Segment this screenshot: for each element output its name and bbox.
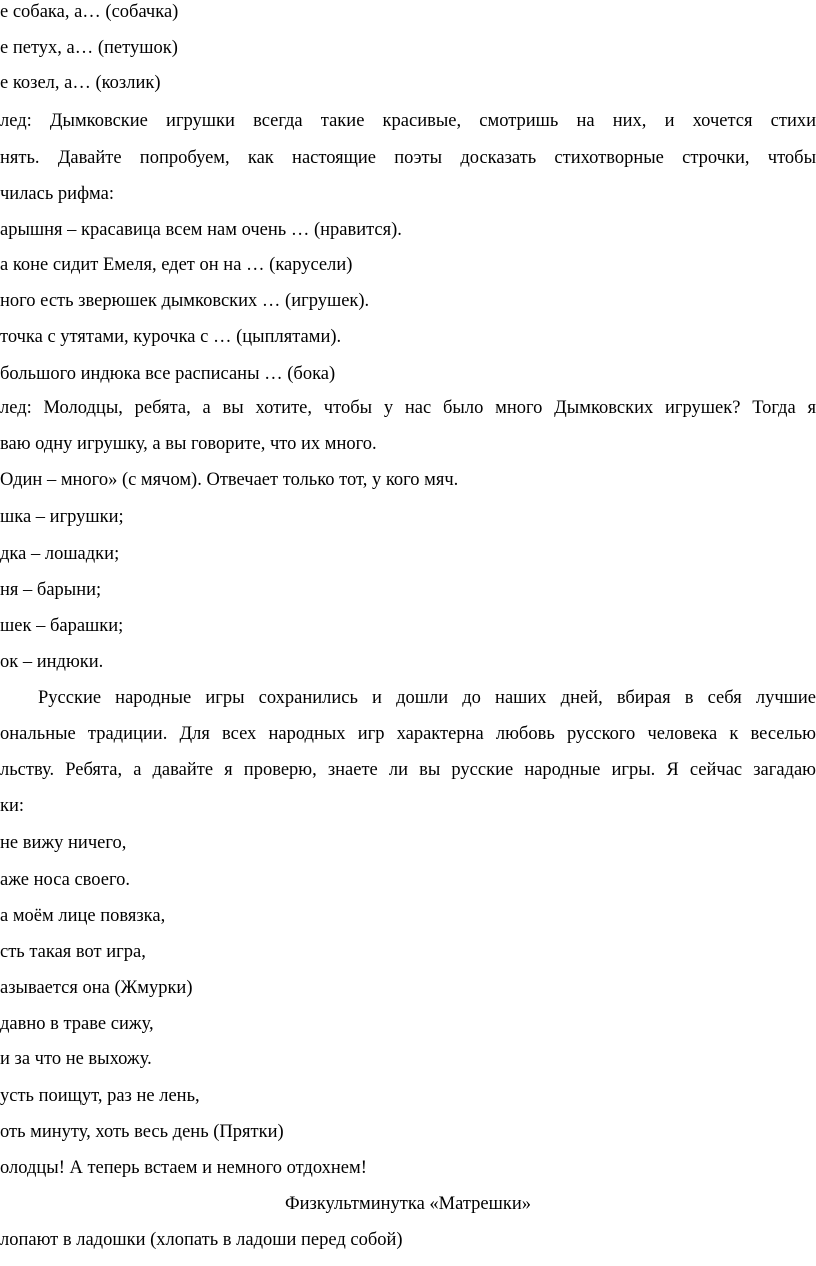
text-line: олодцы! А теперь встаем и немного отдохнем!	[0, 1158, 367, 1178]
text-line: большого индюка все расписаны … (бока)	[0, 364, 336, 384]
text-line: а моём лице повязка,	[0, 906, 166, 926]
text-line: а коне сидит Емеля, едет он на … (карусели)	[0, 255, 353, 275]
text-line: чилась рифма:	[0, 184, 114, 204]
text-line: дка – лошадки;	[0, 544, 120, 564]
text-line: нять. Давайте попробуем, как настоящие поэты досказать стихотворные строчки, чтобы	[0, 148, 816, 168]
text-line: ок – индюки.	[0, 652, 104, 672]
text-line: е собака, а… (собачка)	[0, 2, 179, 22]
text-line: и за что не выхожу.	[0, 1049, 152, 1069]
text-line: Один – много» (с мячом). Отвечает только тот, у кого мяч.	[0, 470, 459, 490]
text-line: ки:	[0, 796, 25, 816]
text-line: лопают в ладошки (хлопать в ладоши перед собой)	[0, 1230, 403, 1250]
text-line: ня – барыни;	[0, 580, 102, 600]
text-line: шек – барашки;	[0, 616, 124, 636]
text-line: аже носа своего.	[0, 870, 130, 890]
text-line: точка с утятами, курочка с … (цыплятами).	[0, 327, 342, 347]
text-line: ональные традиции. Для всех народных игр характерна любовь русского человека к веселью	[0, 724, 816, 744]
text-line: азывается она (Жмурки)	[0, 978, 193, 998]
text-line: ного есть зверюшек дымковских … (игрушек).	[0, 291, 370, 311]
text-line: Русские народные игры сохранились и дошли до наших дней, вбирая в себя лучшие	[38, 688, 816, 708]
text-line: ваю одну игрушку, а вы говорите, что их много.	[0, 434, 377, 454]
text-line: шка – игрушки;	[0, 507, 124, 527]
text-line: лед: Дымковские игрушки всегда такие красивые, смотришь на них, и хочется стихи	[0, 111, 816, 131]
section-heading: Физкультминутка «Матрешки»	[284, 1194, 531, 1214]
text-line: оть минуту, хоть весь день (Прятки)	[0, 1122, 284, 1142]
text-line: сть такая вот игра,	[0, 942, 146, 962]
text-line: льству. Ребята, а давайте я проверю, знаете ли вы русские народные игры. Я сейчас загадаю	[0, 760, 816, 780]
text-line: усть поищут, раз не лень,	[0, 1086, 200, 1106]
text-line: давно в траве сижу,	[0, 1014, 154, 1034]
text-line: е петух, а… (петушок)	[0, 38, 178, 58]
text-line: лед: Молодцы, ребята, а вы хотите, чтобы у нас было много Дымковских игрушек? Тогда я	[0, 398, 816, 418]
text-line: арышня – красавица всем нам очень … (нравится).	[0, 220, 402, 240]
text-line: е козел, а… (козлик)	[0, 73, 161, 93]
text-line: не вижу ничего,	[0, 833, 127, 853]
